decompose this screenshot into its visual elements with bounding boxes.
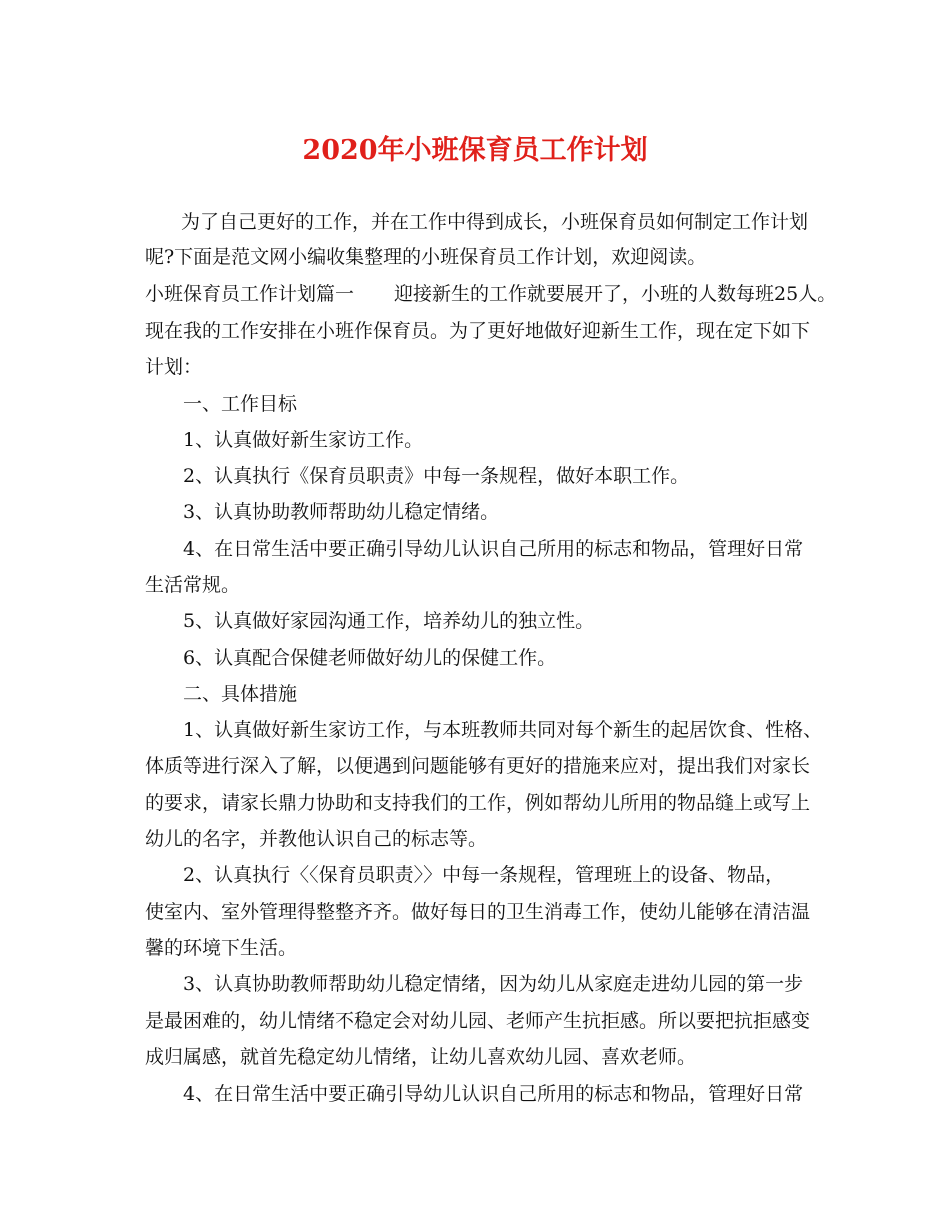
body-line: 一、工作目标 xyxy=(183,393,298,415)
body-line: 现在我的工作安排在小班作保育员。为了更好地做好迎新生工作，现在定下如下 xyxy=(145,320,811,342)
section-heading: 小班保育员工作计划篇一 xyxy=(145,283,355,305)
body-line: 二、具体措施 xyxy=(183,683,298,705)
body-line: 3、认真协助教师帮助幼儿稳定情绪。 xyxy=(183,501,500,523)
body-line: 使室内、室外管理得整整齐齐。做好每日的卫生消毒工作，使幼儿能够在清洁温 xyxy=(145,901,811,923)
body-line: 4、在日常生活中要正确引导幼儿认识自己所用的标志和物品，管理好日常 xyxy=(183,1083,804,1105)
body-line: 2、认真执行〈〈保育员职责〉〉中每一条规程，管理班上的设备、物品， xyxy=(183,864,785,886)
body-line: 是最困难的，幼儿情绪不稳定会对幼儿园、老师产生抗拒感。所以要把抗拒感变 xyxy=(145,1010,811,1032)
body-line: 1、认真做好新生家访工作，与本班教师共同对每个新生的起居饮食、性格、 xyxy=(183,719,823,741)
body-line: 幼儿的名字，并教他认识自己的标志等。 xyxy=(145,828,488,850)
body-line: 1、认真做好新生家访工作。 xyxy=(183,429,424,451)
body-line: 5、认真做好家园沟通工作，培养幼儿的独立性。 xyxy=(183,610,595,632)
body-text-segment: 迎接新生的工作就要展开了，小班的人数每班25人。 xyxy=(394,283,837,305)
body-line: 呢?下面是范文网小编收集整理的小班保育员工作计划，欢迎阅读。 xyxy=(145,246,707,268)
body-line: 4、在日常生活中要正确引导幼儿认识自己所用的标志和物品，管理好日常 xyxy=(183,538,804,560)
body-line: 计划： xyxy=(145,356,203,378)
body-line: 3、认真协助教师帮助幼儿稳定情绪，因为幼儿从家庭走进幼儿园的第一步 xyxy=(183,973,804,995)
body-line: 生活常规。 xyxy=(145,574,241,596)
body-line-with-heading xyxy=(145,281,836,307)
body-line: 为了自己更好的工作，并在工作中得到成长，小班保育员如何制定工作计划 xyxy=(181,211,809,233)
body-line: 的要求，请家长鼎力协助和支持我们的工作，例如帮幼儿所用的物品缝上或写上 xyxy=(145,792,811,814)
body-line: 馨的环境下生活。 xyxy=(145,937,298,959)
body-line: 成归属感，就首先稳定幼儿情绪，让幼儿喜欢幼儿园、喜欢老师。 xyxy=(145,1046,697,1068)
document-title: 2020年小班保育员工作计划 xyxy=(302,135,648,166)
body-line: 6、认真配合保健老师做好幼儿的保健工作。 xyxy=(183,647,557,669)
body-line: 体质等进行深入了解，以便遇到问题能够有更好的措施来应对，提出我们对家长 xyxy=(145,755,811,777)
body-line: 2、认真执行《保育员职责》中每一条规程，做好本职工作。 xyxy=(183,465,690,487)
